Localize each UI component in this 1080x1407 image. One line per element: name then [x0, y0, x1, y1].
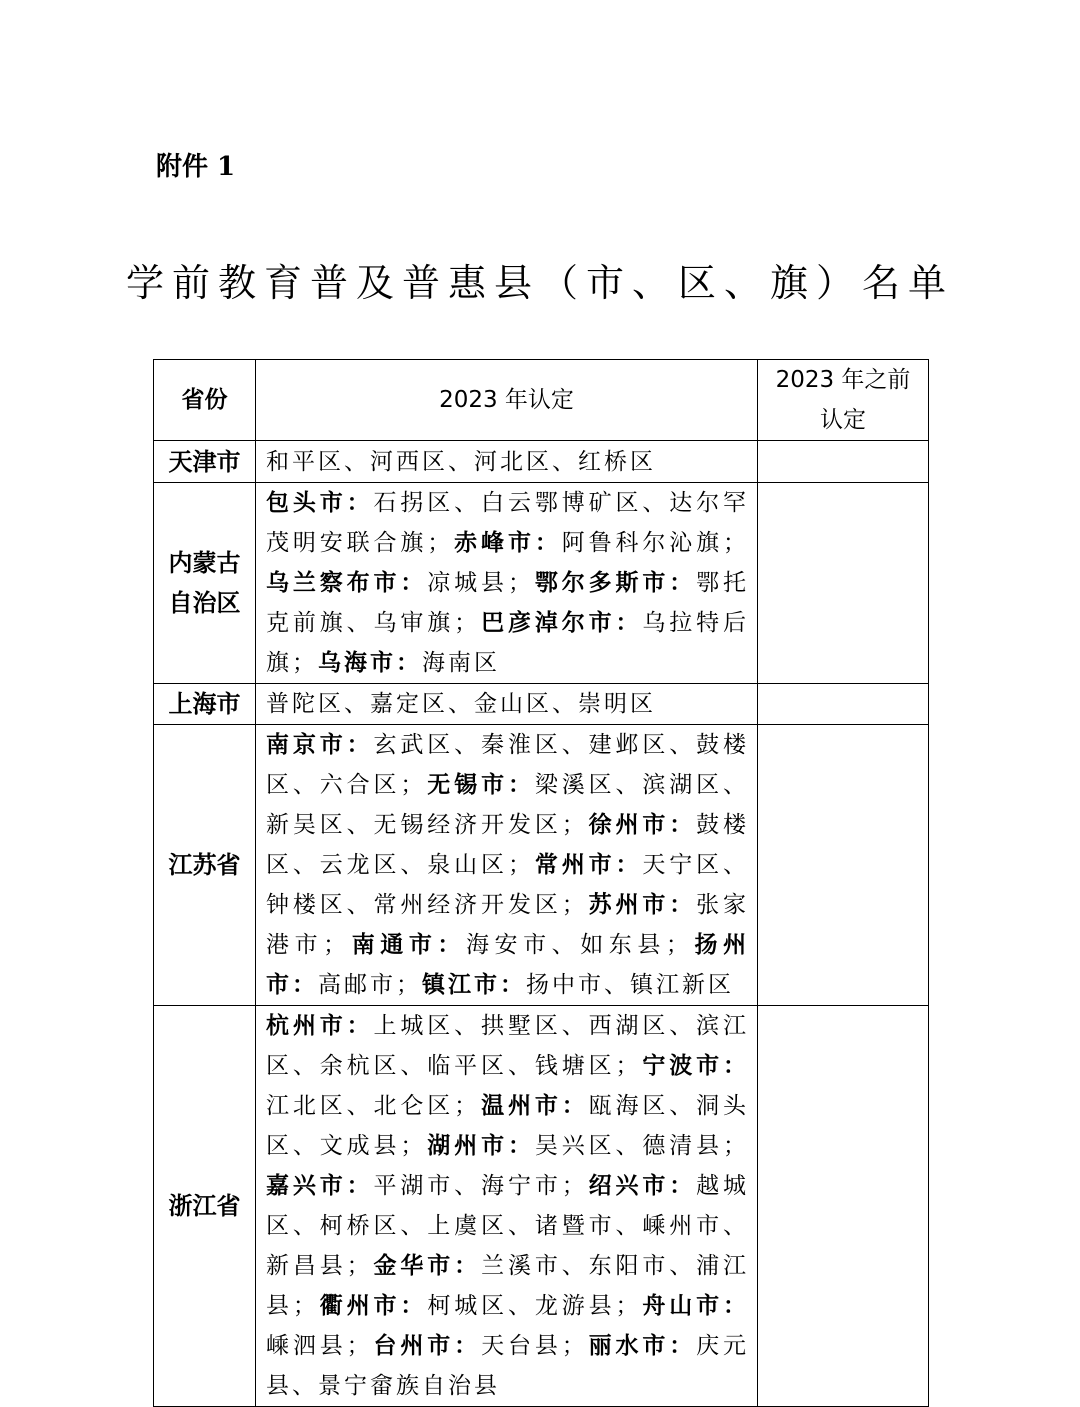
province-cell: 江苏省	[154, 725, 256, 1006]
city-label: 无锡市：	[426, 771, 535, 798]
header-before-2023: 2023 年之前认定	[758, 360, 929, 441]
district-list: 兰溪市、东阳市、浦江县；	[266, 1253, 750, 1319]
district-list: 海南区	[422, 650, 500, 676]
city-label: 温州市：	[480, 1092, 589, 1119]
district-list: 天宁区、钟楼区、常州经济开发区；	[266, 852, 750, 918]
recognized-before-2023-cell	[758, 483, 929, 684]
city-label: 台州市：	[372, 1332, 482, 1359]
district-list: 柯城区、龙游县；	[427, 1293, 642, 1319]
city-label: 常州市：	[533, 851, 643, 878]
table-row	[154, 1006, 929, 1407]
table-row	[154, 684, 929, 725]
city-label: 嘉兴市：	[266, 1172, 374, 1199]
header-2023: 2023 年认定	[256, 360, 758, 441]
province-cell: 天津市	[154, 441, 256, 483]
district-list: 天台县；	[481, 1333, 588, 1359]
recognized-before-2023-cell	[758, 725, 929, 1006]
recognized-2023-cell	[256, 483, 758, 684]
county-list-table	[153, 359, 929, 1407]
district-list: 高邮市；	[318, 972, 422, 998]
city-label: 乌兰察布市：	[266, 569, 428, 596]
district-list: 庆元县、景宁畲族自治县	[266, 1333, 750, 1399]
city-label: 金华市：	[372, 1252, 482, 1279]
district-list: 和平区、河西区、河北区、红桥区	[266, 448, 656, 475]
city-label: 衢州市：	[318, 1292, 428, 1319]
table-header-row	[154, 360, 929, 441]
district-list: 梁溪区、滨湖区、新吴区、无锡经济开发区；	[266, 772, 750, 838]
city-label: 巴彦淖尔市：	[480, 609, 643, 636]
district-list: 扬中市、镇江新区	[526, 972, 734, 998]
recognized-2023-cell	[256, 441, 758, 483]
district-list: 鄂托克前旗、乌审旗；	[266, 570, 750, 636]
province-cell: 浙江省	[154, 1006, 256, 1407]
district-list: 阿鲁科尔沁旗；	[561, 530, 750, 556]
recognized-before-2023-cell	[758, 1006, 929, 1407]
district-list: 瓯海区、洞头区、文成县；	[266, 1093, 750, 1159]
recognized-before-2023-cell	[758, 441, 929, 483]
district-list: 张家港市；	[266, 892, 750, 958]
district-list: 江北区、北仑区；	[266, 1093, 481, 1119]
city-label: 丽水市：	[587, 1332, 697, 1359]
city-label: 徐州市：	[587, 811, 697, 838]
district-list: 嵊泗县；	[266, 1333, 373, 1359]
district-list: 普陀区、嘉定区、金山区、崇明区	[266, 691, 656, 717]
table-row	[154, 725, 929, 1006]
city-label: 南通市：	[349, 931, 466, 958]
district-list: 凉城县；	[427, 570, 534, 596]
header-province: 省份	[154, 360, 256, 441]
district-list: 海安市、如东县；	[465, 932, 692, 958]
province-cell: 上海市	[154, 684, 256, 725]
city-label: 舟山市：	[641, 1292, 750, 1319]
province-cell: 内蒙古自治区	[154, 483, 256, 684]
city-label: 扬州市：	[266, 931, 749, 998]
city-label: 鄂尔多斯市：	[533, 569, 697, 596]
district-list: 越城区、柯桥区、上虞区、诸暨市、嵊州市、新昌县；	[266, 1173, 750, 1279]
district-list: 石拐区、白云鄂博矿区、达尔罕茂明安联合旗；	[266, 490, 750, 556]
city-label: 苏州市：	[587, 891, 697, 918]
document-title: 学前教育普及普惠县（市、区、旗）名单	[125, 261, 954, 305]
district-list: 上城区、拱墅区、西湖区、滨江区、余杭区、临平区、钱塘区；	[266, 1013, 750, 1079]
city-label: 乌海市：	[318, 649, 422, 676]
recognized-2023-cell	[256, 725, 758, 1006]
table-row	[154, 441, 929, 483]
district-list: 吴兴区、德清县；	[534, 1133, 750, 1159]
district-list: 平湖市、海宁市；	[373, 1173, 588, 1199]
recognized-2023-cell	[256, 1006, 758, 1407]
table-row	[154, 483, 929, 684]
city-label: 杭州市：	[266, 1012, 374, 1039]
city-label: 宁波市：	[641, 1052, 750, 1079]
city-label: 包头市：	[266, 489, 374, 516]
city-label: 南京市：	[266, 731, 374, 758]
attachment-label: 附件 1	[156, 152, 236, 182]
district-list: 鼓楼区、云龙区、泉山区；	[266, 812, 750, 878]
recognized-before-2023-cell	[758, 684, 929, 725]
district-list: 乌拉特后旗；	[266, 610, 750, 676]
city-label: 绍兴市：	[587, 1172, 697, 1199]
city-label: 赤峰市：	[453, 529, 562, 556]
recognized-2023-cell	[256, 684, 758, 725]
city-label: 镇江市：	[422, 971, 526, 998]
district-list: 玄武区、秦淮区、建邺区、鼓楼区、六合区；	[266, 732, 750, 798]
city-label: 湖州市：	[426, 1132, 535, 1159]
